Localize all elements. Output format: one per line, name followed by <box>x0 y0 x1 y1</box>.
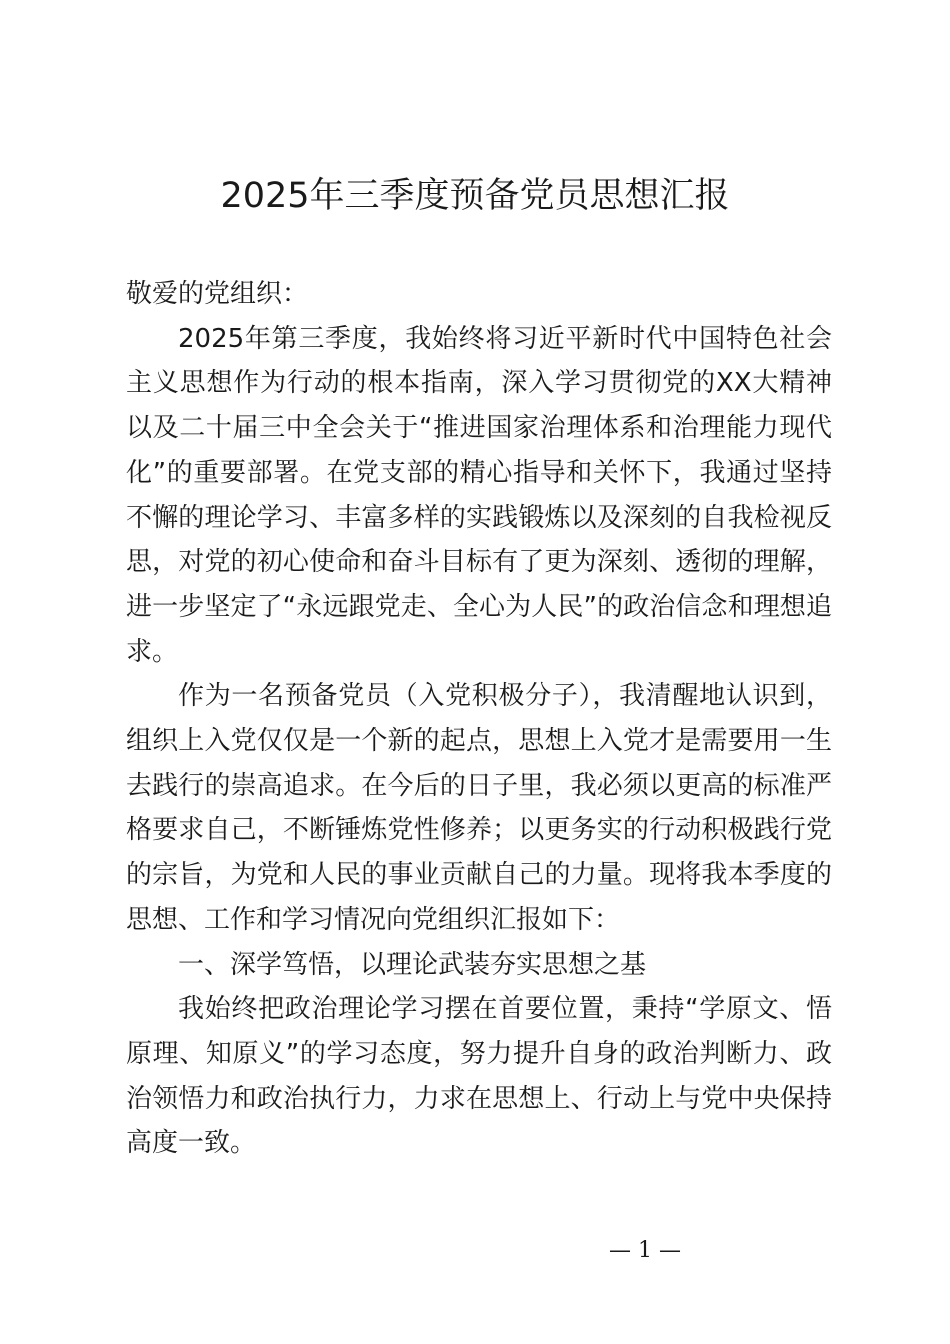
document-body <box>126 272 832 1166</box>
document-title: 2025年三季度预备党员思想汇报 <box>220 176 730 216</box>
section-paragraph: 我始终把政治理论学习摆在首要位置，秉持“学原文、悟原理、知原义”的学习态度，努力提升自身的政治判断力、政治领悟力和政治执行力，力求在思想上、行动上与党中央保持高度一致。 <box>126 994 832 1159</box>
paragraph-awareness: 作为一名预备党员（入党积极分子），我清醒地认识到，组织上入党仅仅是一个新的起点，思想上入党才是需要用一生去践行的崇高追求。在今后的日子里，我必须以更高的标准严格要求自己，不断锤炼党性修养；以更务实的行动积极践行党的宗旨，为党和人民的事业贡献自己的力量。现将我本季度的思想、工作和学习情况向党组织汇报如下： <box>126 681 832 935</box>
page-number: — 1 — <box>609 1238 681 1263</box>
paragraph-intro: 2025年第三季度，我始终将习近平新时代中国特色社会主义思想作为行动的根本指南，深入学习贯彻党的XX大精神以及二十届三中全会关于“推进国家治理体系和治理能力现代化”的重要部署。在党支部的精心指导和关怀下，我通过坚持不懈的理论学习、丰富多样的实践锻炼以及深刻的自我检视反思，对党的初心使命和奋斗目标有了更为深刻、透彻的理解，进一步坚定了“永远跟党走、全心为人民”的政治信念和理想追求。 <box>126 323 832 667</box>
salutation: 敬爱的党组织： <box>126 279 309 309</box>
section-heading: 一、深学笃悟，以理论武装夯实思想之基 <box>178 949 647 980</box>
